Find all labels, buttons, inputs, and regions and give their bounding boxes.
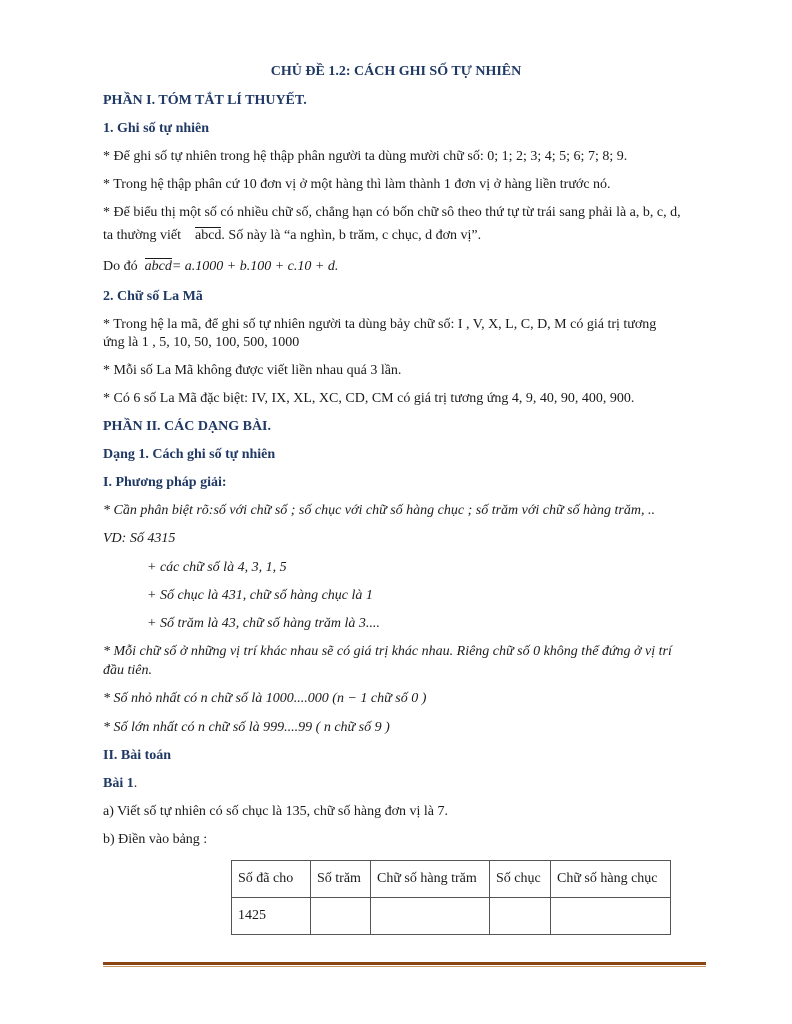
table-header-cell: Số đã cho xyxy=(232,861,311,898)
table-header-cell: Chữ số hàng trăm xyxy=(371,861,490,898)
footer-divider xyxy=(103,962,706,965)
text-prefix: ta thường viết xyxy=(103,228,181,243)
table-header-cell: Số trăm xyxy=(311,861,371,898)
problem-1-part-b: b) Điền vào bảng : xyxy=(103,832,208,847)
example-item-3: + Số trăm là 43, chữ số hàng trăm là 3.... xyxy=(147,616,380,631)
method-example: VD: Số 4315 xyxy=(103,531,176,546)
example-item-2: + Số chục là 431, chữ số hàng chục là 1 xyxy=(147,588,373,603)
method-paragraph-8: * Số lớn nhất có n chữ số là 999....99 ( n chữ số 9 ) xyxy=(103,720,390,735)
type1-heading: Dạng 1. Cách ghi số tự nhiên xyxy=(103,447,276,462)
section2-paragraph-1b: ứng là 1 , 5, 10, 50, 100, 500, 1000 xyxy=(103,335,300,350)
method-paragraph-1: * Cần phân biệt rõ:số với chữ số ; số chục với chữ số hàng chục ; số trăm với chữ số hàng trăm, .. xyxy=(103,503,655,518)
method-paragraph-7: * Số nhỏ nhất có n chữ số là 1000....000 (n − 1 chữ số 0 ) xyxy=(103,691,427,706)
page-title: CHỦ ĐỀ 1.2: CÁCH GHI SỐ TỰ NHIÊN xyxy=(270,64,522,79)
text-suffix: . Số này là “a nghìn, b trăm, c chục, d đơn vị”. xyxy=(221,228,482,243)
table-cell xyxy=(371,898,490,935)
formula-prefix: Do đó xyxy=(103,259,138,274)
table-cell: 1425 xyxy=(232,898,311,935)
table-cell xyxy=(311,898,371,935)
section1-paragraph-3a: * Để biểu thị một số có nhiều chữ số, chẳng hạn có bốn chữ sô theo thứ tự từ trái sang phải là a, b, c, d, xyxy=(103,205,681,220)
section1-paragraph-3b xyxy=(103,227,481,245)
table-header-cell: Số chục xyxy=(490,861,551,898)
formula-expression: = a.1000 + b.100 + c.10 + d. xyxy=(171,259,339,274)
section2-paragraph-2: * Mỗi số La Mã không được viết liền nhau quá 3 lần. xyxy=(103,363,402,378)
table-header-row xyxy=(232,861,671,898)
part1-heading: PHẦN I. TÓM TẮT LÍ THUYẾT. xyxy=(103,93,307,108)
overline-number: abcd xyxy=(194,228,222,243)
problem-1-part-a: a) Viết số tự nhiên có số chục là 135, chữ số hàng đơn vị là 7. xyxy=(103,804,448,819)
method-paragraph-6a: * Mỗi chữ số ở những vị trí khác nhau sẽ có giá trị khác nhau. Riêng chữ số 0 không thể đứng ở vị trí xyxy=(103,644,672,659)
section1-heading: 1. Ghi số tự nhiên xyxy=(103,121,210,136)
table-row xyxy=(232,898,671,935)
table-cell xyxy=(551,898,671,935)
section2-heading: 2. Chữ số La Mã xyxy=(103,289,203,304)
problem-1-title xyxy=(103,775,137,793)
method-paragraph-6b: đầu tiên. xyxy=(103,663,152,678)
problem-1-dot: . xyxy=(133,776,138,791)
section1-paragraph-2: * Trong hệ thập phân cứ 10 đơn vị ở một hàng thì làm thành 1 đơn vị ở hàng liền trước nó. xyxy=(103,177,611,192)
overline-number: abcd xyxy=(144,259,172,274)
section2-paragraph-1a: * Trong hệ la mã, để ghi số tự nhiên người ta dùng bảy chữ số: I , V, X, L, C, D, M có giá trị tương xyxy=(103,317,657,332)
table-header-cell: Chữ số hàng chục xyxy=(551,861,671,898)
example-item-1: + các chữ số là 4, 3, 1, 5 xyxy=(147,560,287,575)
part2-heading: PHẦN II. CÁC DẠNG BÀI. xyxy=(103,419,272,434)
section2-paragraph-3: * Có 6 số La Mã đặc biệt: IV, IX, XL, XC, CD, CM có giá trị tương ứng 4, 9, 40, 90, 400, 900. xyxy=(103,391,635,406)
problems-heading: II. Bài toán xyxy=(103,748,172,763)
footer-divider-thin xyxy=(103,966,706,967)
section1-paragraph-1: * Để ghi số tự nhiên trong hệ thập phân người ta dùng mười chữ số: 0; 1; 2; 3; 4; 5; 6; 7; 8; 9. xyxy=(103,149,628,164)
problem-1-label: Bài 1 xyxy=(103,776,134,791)
answer-table xyxy=(231,860,671,935)
table-cell xyxy=(490,898,551,935)
method-heading: I. Phương pháp giải: xyxy=(103,475,227,490)
formula-line xyxy=(103,258,338,276)
